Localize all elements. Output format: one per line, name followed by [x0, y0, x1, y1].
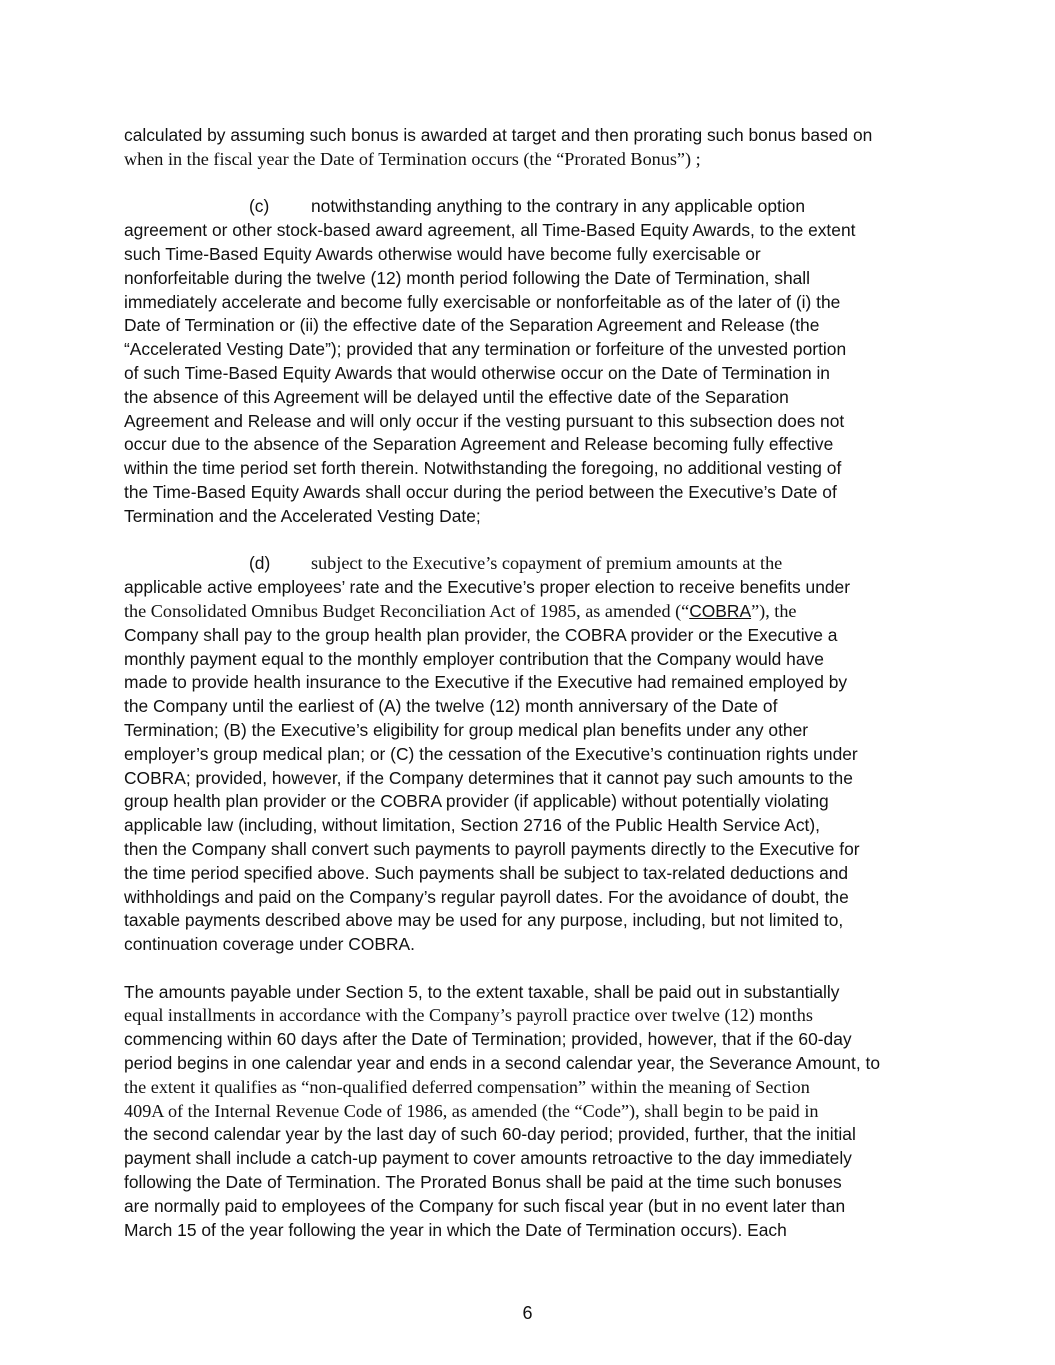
paragraph-b-continuation — [124, 124, 924, 172]
text-line-cobra-definition — [124, 600, 924, 624]
text-line: occur due to the absence of the Separation Agreement and Release becoming fully effective — [124, 434, 834, 455]
text-line: the Time-Based Equity Awards shall occur during the period between the Executive’s Date of — [124, 481, 837, 502]
text-line: “Accelerated Vesting Date”); provided that any termination or forfeiture of the unvested portion — [124, 339, 847, 360]
text-line: Termination; (B) the Executive’s eligibility for group medical plan benefits under any other — [124, 719, 809, 740]
text-line: applicable law (including, without limitation, Section 2716 of the Public Health Service Act), — [124, 815, 820, 836]
text-line: the absence of this Agreement will be delayed until the effective date of the Separation — [124, 386, 789, 407]
text-line: the second calendar year by the last day of such 60-day period; provided, further, that the initial — [124, 1124, 856, 1145]
text-line: payment shall include a catch-up payment to cover amounts retroactive to the day immediately — [124, 1148, 852, 1169]
paragraph-c-first-line — [124, 195, 924, 219]
paragraph-c-label: (c) — [249, 196, 270, 217]
page-number: 6 — [522, 1303, 533, 1323]
text-line: applicable active employees’ rate and the Executive’s proper election to receive benefits under — [124, 577, 851, 598]
text-line: continuation coverage under COBRA. — [124, 934, 415, 955]
text-line: agreement or other stock-based award agreement, all Time-Based Equity Awards, to the extent — [124, 220, 856, 241]
text-line: The amounts payable under Section 5, to the extent taxable, shall be paid out in substantially — [124, 981, 840, 1002]
text-line: group health plan provider or the COBRA provider (if applicable) without potentially violating — [124, 791, 829, 812]
text-line: calculated by assuming such bonus is awarded at target and then prorating such bonus based on — [124, 125, 873, 145]
text-fragment: the Consolidated Omnibus Budget Reconciliation Act of 1985, as amended (“ — [124, 600, 690, 621]
text-line: 409A of the Internal Revenue Code of 1986, as amended (the “Code”), shall begin to be paid in — [124, 1100, 819, 1121]
paragraph-d-label: (d) — [249, 553, 271, 574]
document-body — [124, 124, 924, 1266]
text-line: withholdings and paid on the Company’s regular payroll dates. For the avoidance of doubt, the — [124, 886, 849, 907]
text-line: taxable payments described above may be used for any purpose, including, but not limited to, — [124, 910, 844, 931]
text-line: period begins in one calendar year and ends in a second calendar year, the Severance Amount, to — [124, 1053, 881, 1074]
text-line: subject to the Executive’s copayment of premium amounts at the — [311, 553, 783, 574]
paragraph-d — [124, 552, 924, 957]
text-line: equal installments in accordance with the Company’s payroll practice over twelve (12) months — [124, 1005, 813, 1026]
text-line: monthly payment equal to the monthly employer contribution that the Company would have — [124, 648, 824, 669]
text-line: following the Date of Termination. The Prorated Bonus shall be paid at the time such bonuses — [124, 1172, 842, 1193]
text-line: COBRA; provided, however, if the Company determines that it cannot pay such amounts to the — [124, 767, 853, 788]
defined-term-cobra: COBRA — [689, 600, 752, 621]
text-line: Agreement and Release and will only occur if the vesting pursuant to this subsection does not — [124, 410, 845, 431]
text-line: Date of Termination or (ii) the effective date of the Separation Agreement and Release (the — [124, 315, 820, 336]
paragraph-c — [124, 195, 924, 528]
paragraph-payment-timing — [124, 981, 924, 1243]
text-line: employer’s group medical plan; or (C) the cessation of the Executive’s continuation rights under — [124, 743, 858, 764]
paragraph-d-first-line — [124, 552, 924, 576]
text-line: the Company until the earliest of (A) the twelve (12) month anniversary of the Date of — [124, 696, 778, 717]
text-line: immediately accelerate and become fully exercisable or nonforfeitable as of the later of (i) the — [124, 291, 841, 312]
text-line: nonforfeitable during the twelve (12) month period following the Date of Termination, shall — [124, 267, 811, 288]
text-line: commencing within 60 days after the Date of Termination; provided, however, that if the 60-day — [124, 1029, 852, 1050]
text-line: the extent it qualifies as “non-qualified deferred compensation” within the meaning of Section — [124, 1076, 810, 1097]
text-line: are normally paid to employees of the Company for such fiscal year (but in no event later than — [124, 1195, 846, 1216]
text-fragment: ”), the — [751, 600, 797, 621]
text-line: when in the fiscal year the Date of Termination occurs (the “Prorated Bonus”) ; — [124, 148, 701, 169]
text-line: made to provide health insurance to the Executive if the Executive had remained employed by — [124, 672, 848, 693]
text-line: such Time-Based Equity Awards otherwise would have become fully exercisable or — [124, 243, 761, 264]
text-line: Company shall pay to the group health plan provider, the COBRA provider or the Executive a — [124, 624, 838, 645]
text-line: then the Company shall convert such payments to payroll payments directly to the Executive for — [124, 838, 860, 859]
text-line: of such Time-Based Equity Awards that would otherwise occur on the Date of Termination in — [124, 362, 830, 383]
text-line: Termination and the Accelerated Vesting Date; — [124, 505, 481, 526]
text-line: notwithstanding anything to the contrary in any applicable option — [311, 196, 806, 217]
text-line: March 15 of the year following the year in which the Date of Termination occurs). Each — [124, 1219, 787, 1240]
text-line: within the time period set forth therein. Notwithstanding the foregoing, no additional vesting of — [124, 458, 842, 479]
text-line: the time period specified above. Such payments shall be subject to tax-related deductions and — [124, 862, 849, 883]
